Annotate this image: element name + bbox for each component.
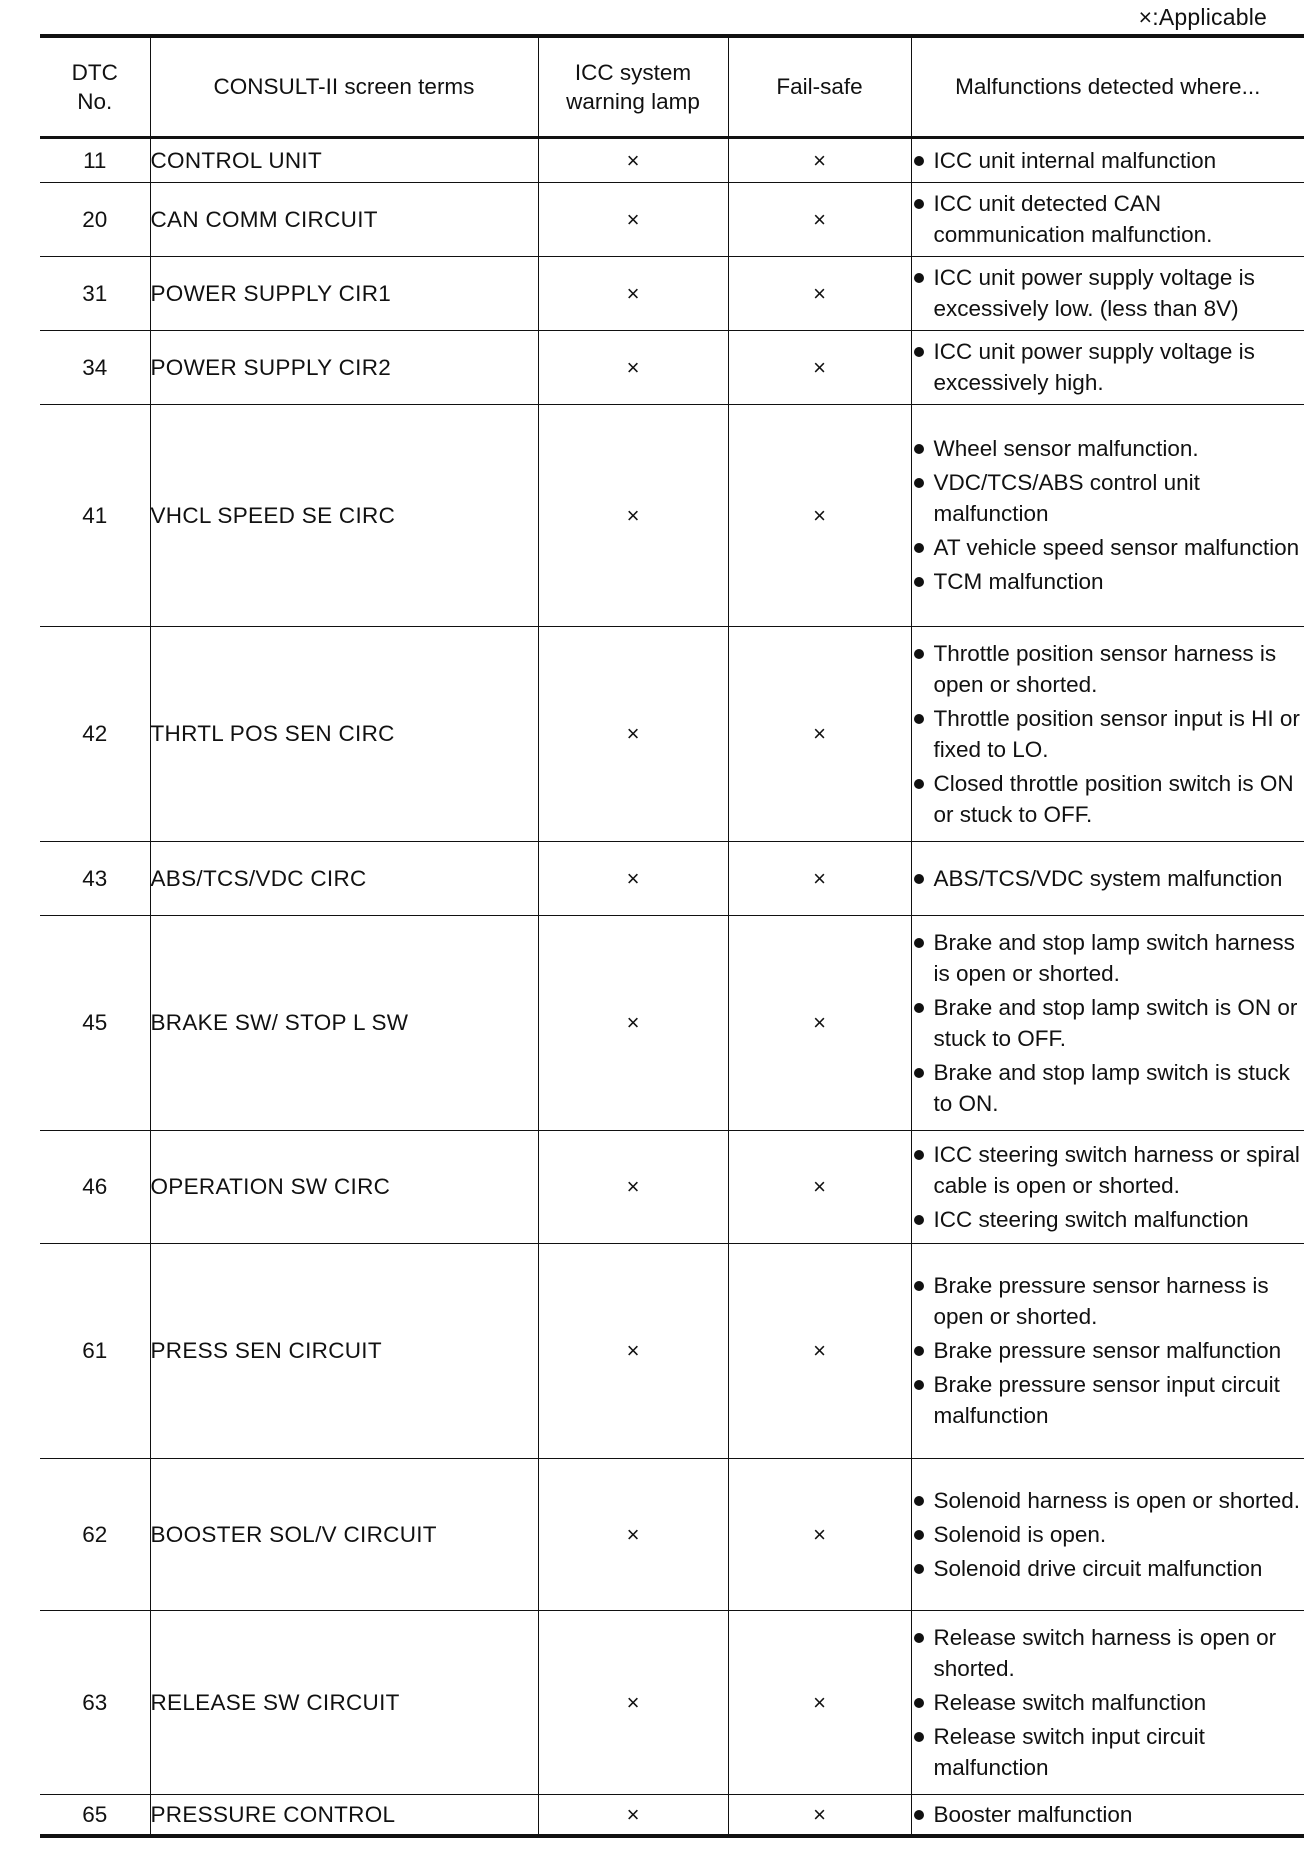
table-row: [40, 137, 1304, 182]
fail-safe-mark: ×: [728, 137, 911, 182]
malfunction-list: [912, 927, 1305, 1119]
dtc-number: 34: [40, 330, 150, 404]
malfunction-item: Brake and stop lamp switch harness is open or shorted.: [912, 927, 1305, 989]
malfunction-item: Brake pressure sensor malfunction: [912, 1335, 1305, 1366]
table-row: [40, 404, 1304, 626]
header-warning-lamp: ICC system warning lamp: [538, 36, 728, 137]
table-header: [40, 36, 1304, 137]
malfunction-list: [912, 1139, 1305, 1235]
malfunction-item: Brake and stop lamp switch is stuck to ON.: [912, 1057, 1305, 1119]
screen-term: THRTL POS SEN CIRC: [150, 626, 538, 841]
dtc-number: 45: [40, 915, 150, 1130]
malfunction-item: ICC unit detected CAN communication malfunction.: [912, 188, 1305, 250]
malfunction-cell: [911, 1130, 1304, 1243]
warning-lamp-mark: ×: [538, 841, 728, 915]
table-row: [40, 915, 1304, 1130]
screen-term: CAN COMM CIRCUIT: [150, 182, 538, 256]
malfunction-cell: [911, 330, 1304, 404]
screen-term: CONTROL UNIT: [150, 137, 538, 182]
screen-term: PRESS SEN CIRCUIT: [150, 1243, 538, 1458]
dtc-table: [40, 34, 1304, 1838]
fail-safe-mark: ×: [728, 330, 911, 404]
malfunction-item: Brake pressure sensor harness is open or shorted.: [912, 1270, 1305, 1332]
fail-safe-mark: ×: [728, 1610, 911, 1794]
malfunction-item: Release switch input circuit malfunction: [912, 1721, 1305, 1783]
dtc-number: 43: [40, 841, 150, 915]
malfunction-item: Wheel sensor malfunction.: [912, 433, 1305, 464]
malfunction-item: Solenoid is open.: [912, 1519, 1305, 1550]
table-row: [40, 1610, 1304, 1794]
malfunction-list: [912, 1622, 1305, 1783]
dtc-number: 42: [40, 626, 150, 841]
screen-term: PRESSURE CONTROL: [150, 1794, 538, 1836]
malfunction-item: ABS/TCS/VDC system malfunction: [912, 863, 1305, 894]
malfunction-item: VDC/TCS/ABS control unit malfunction: [912, 467, 1305, 529]
malfunction-list: [912, 1799, 1305, 1830]
fail-safe-mark: ×: [728, 1243, 911, 1458]
table-body: [40, 137, 1304, 1836]
dtc-number: 61: [40, 1243, 150, 1458]
dtc-number: 65: [40, 1794, 150, 1836]
fail-safe-mark: ×: [728, 1458, 911, 1610]
fail-safe-mark: ×: [728, 626, 911, 841]
malfunction-item: Brake and stop lamp switch is ON or stuck to OFF.: [912, 992, 1305, 1054]
malfunction-item: Throttle position sensor harness is open or shorted.: [912, 638, 1305, 700]
malfunction-cell: [911, 1610, 1304, 1794]
header-dtc-no: DTC No.: [40, 36, 150, 137]
malfunction-cell: [911, 1243, 1304, 1458]
warning-lamp-mark: ×: [538, 1458, 728, 1610]
header-malfunctions: Malfunctions detected where...: [911, 36, 1304, 137]
malfunction-list: [912, 336, 1305, 398]
warning-lamp-mark: ×: [538, 1243, 728, 1458]
malfunction-item: Solenoid harness is open or shorted.: [912, 1485, 1305, 1516]
table-row: [40, 841, 1304, 915]
malfunction-list: [912, 1270, 1305, 1431]
malfunction-item: Booster malfunction: [912, 1799, 1305, 1830]
header-row: [40, 36, 1304, 137]
warning-lamp-mark: ×: [538, 182, 728, 256]
malfunction-item: Throttle position sensor input is HI or fixed to LO.: [912, 703, 1305, 765]
malfunction-list: [912, 1485, 1305, 1584]
warning-lamp-mark: ×: [538, 1130, 728, 1243]
malfunction-item: Release switch malfunction: [912, 1687, 1305, 1718]
applicable-legend: ×:Applicable: [1138, 4, 1267, 30]
screen-term: POWER SUPPLY CIR1: [150, 256, 538, 330]
malfunction-item: Brake pressure sensor input circuit malfunction: [912, 1369, 1305, 1431]
screen-term: POWER SUPPLY CIR2: [150, 330, 538, 404]
table-row: [40, 626, 1304, 841]
dtc-number: 11: [40, 137, 150, 182]
malfunction-cell: [911, 1794, 1304, 1836]
screen-term: ABS/TCS/VDC CIRC: [150, 841, 538, 915]
malfunction-item: ICC steering switch malfunction: [912, 1204, 1305, 1235]
dtc-number: 62: [40, 1458, 150, 1610]
screen-term: RELEASE SW CIRCUIT: [150, 1610, 538, 1794]
dtc-number: 46: [40, 1130, 150, 1243]
warning-lamp-mark: ×: [538, 404, 728, 626]
warning-lamp-mark: ×: [538, 1610, 728, 1794]
dtc-number: 63: [40, 1610, 150, 1794]
screen-term: BRAKE SW/ STOP L SW: [150, 915, 538, 1130]
malfunction-item: ICC unit internal malfunction: [912, 145, 1305, 176]
screen-term: BOOSTER SOL/V CIRCUIT: [150, 1458, 538, 1610]
malfunction-cell: [911, 915, 1304, 1130]
malfunction-item: Closed throttle position switch is ON or stuck to OFF.: [912, 768, 1305, 830]
table-row: [40, 1130, 1304, 1243]
fail-safe-mark: ×: [728, 915, 911, 1130]
malfunction-cell: [911, 626, 1304, 841]
table-row: [40, 330, 1304, 404]
malfunction-cell: [911, 256, 1304, 330]
screen-term: OPERATION SW CIRC: [150, 1130, 538, 1243]
warning-lamp-mark: ×: [538, 137, 728, 182]
fail-safe-mark: ×: [728, 404, 911, 626]
fail-safe-mark: ×: [728, 256, 911, 330]
malfunction-item: Release switch harness is open or shorted.: [912, 1622, 1305, 1684]
malfunction-list: [912, 638, 1305, 830]
table-row: [40, 256, 1304, 330]
table-row: [40, 1794, 1304, 1836]
malfunction-cell: [911, 1458, 1304, 1610]
warning-lamp-mark: ×: [538, 626, 728, 841]
malfunction-item: TCM malfunction: [912, 566, 1305, 597]
dtc-number: 41: [40, 404, 150, 626]
malfunction-item: AT vehicle speed sensor malfunction: [912, 532, 1305, 563]
malfunction-cell: [911, 841, 1304, 915]
malfunction-cell: [911, 182, 1304, 256]
header-fail-safe: Fail-safe: [728, 36, 911, 137]
header-screen-terms: CONSULT-II screen terms: [150, 36, 538, 137]
malfunction-item: ICC unit power supply voltage is excessively low. (less than 8V): [912, 262, 1305, 324]
malfunction-list: [912, 145, 1305, 176]
malfunction-list: [912, 863, 1305, 894]
malfunction-cell: [911, 404, 1304, 626]
malfunction-item: Solenoid drive circuit malfunction: [912, 1553, 1305, 1584]
malfunction-list: [912, 433, 1305, 597]
table-row: [40, 1243, 1304, 1458]
warning-lamp-mark: ×: [538, 1794, 728, 1836]
warning-lamp-mark: ×: [538, 330, 728, 404]
fail-safe-mark: ×: [728, 1794, 911, 1836]
fail-safe-mark: ×: [728, 841, 911, 915]
table-row: [40, 182, 1304, 256]
screen-term: VHCL SPEED SE CIRC: [150, 404, 538, 626]
warning-lamp-mark: ×: [538, 915, 728, 1130]
fail-safe-mark: ×: [728, 1130, 911, 1243]
table-row: [40, 1458, 1304, 1610]
malfunction-item: ICC steering switch harness or spiral cable is open or shorted.: [912, 1139, 1305, 1201]
dtc-number: 20: [40, 182, 150, 256]
malfunction-list: [912, 188, 1305, 250]
malfunction-item: ICC unit power supply voltage is excessively high.: [912, 336, 1305, 398]
warning-lamp-mark: ×: [538, 256, 728, 330]
dtc-number: 31: [40, 256, 150, 330]
malfunction-cell: [911, 137, 1304, 182]
malfunction-list: [912, 262, 1305, 324]
fail-safe-mark: ×: [728, 182, 911, 256]
